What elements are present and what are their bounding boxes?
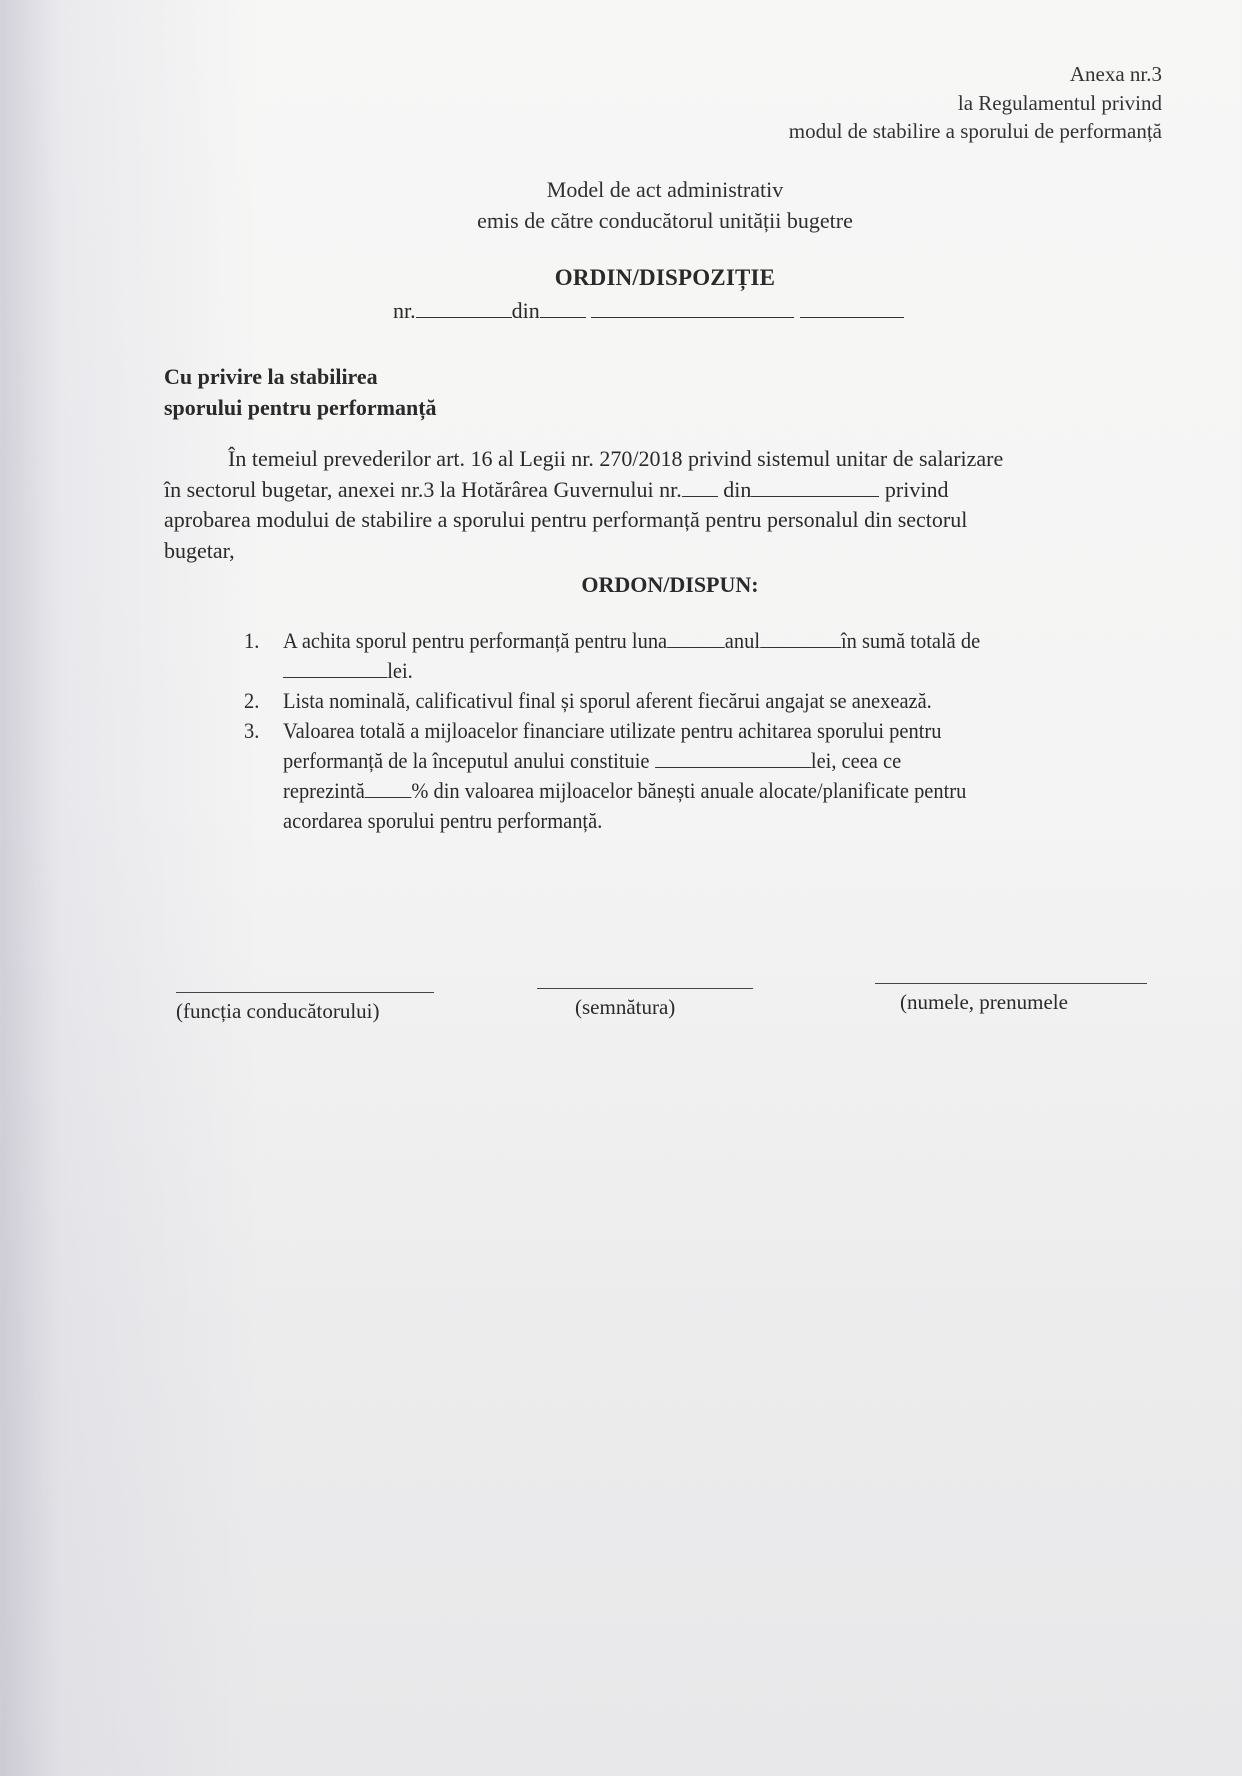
item-1-text-d: lei. xyxy=(387,658,413,683)
order-heading: ORDON/DISPUN: xyxy=(581,572,759,597)
model-line-2: emis de către conducătorul unității bugetre xyxy=(477,208,853,233)
name-line[interactable] xyxy=(875,983,1147,984)
signature-line[interactable] xyxy=(537,988,753,989)
year-blank[interactable] xyxy=(760,629,841,648)
preamble-line-3: aprobarea modului de stabilire a sporului pentru performanță pentru personalul din sectorul xyxy=(164,507,968,532)
nr-label: nr. xyxy=(393,298,416,323)
annex-regulation: la Regulamentul privind xyxy=(957,90,1162,115)
order-items-list xyxy=(244,626,1100,836)
year-blank[interactable] xyxy=(800,299,904,318)
name-label: (numele, prenumele xyxy=(900,990,1068,1014)
month-blank[interactable] xyxy=(591,299,794,318)
annex-number: Anexa nr.3 xyxy=(1069,62,1162,86)
hg-number-blank[interactable] xyxy=(682,478,718,497)
total-amount-blank[interactable] xyxy=(655,749,811,768)
item-3-text-3b: % din valoarea mijloacelor bănești anuale alocate/planificate pentru xyxy=(411,778,967,803)
item-3-text-3a: reprezintă xyxy=(283,778,365,803)
number-date-line xyxy=(393,298,904,324)
item-3-text-2a: performanță de la începutul anului constituie xyxy=(283,748,655,773)
item-1-text-c: în sumă totală de xyxy=(840,628,981,653)
item-1-text-b: anul xyxy=(724,628,761,653)
document-title: ORDIN/DISPOZIȚIE xyxy=(554,265,776,290)
subject-line-1: Cu privire la stabilirea xyxy=(164,364,378,389)
preamble-line-4: bugetar, xyxy=(164,537,235,563)
preamble-line-2c: privind xyxy=(879,476,949,502)
item-3-text-4: acordarea sporului pentru performanță. xyxy=(283,808,603,833)
percent-blank[interactable] xyxy=(365,779,412,798)
list-item xyxy=(244,626,1100,686)
list-item xyxy=(244,686,1100,716)
month-blank[interactable] xyxy=(667,629,725,648)
item-number: 2. xyxy=(244,688,260,713)
item-3-text-2b: lei, ceea ce xyxy=(810,748,902,773)
signature-function xyxy=(176,992,434,1024)
din-label: din xyxy=(511,298,540,323)
signature-label: (semnătura) xyxy=(575,995,676,1019)
item-1-text-a: A achita sporul pentru performanță pentru luna xyxy=(283,628,668,653)
signature-sign xyxy=(537,988,753,1020)
model-heading xyxy=(0,174,1242,236)
signature-name xyxy=(875,983,1147,1015)
list-item xyxy=(244,716,1100,836)
function-line[interactable] xyxy=(176,992,434,993)
annex-subject: modul de stabilire a sporului de performanță xyxy=(788,119,1162,143)
item-number: 3. xyxy=(244,718,260,743)
preamble-line-1: În temeiul prevederilor art. 16 al Legii nr. 270/2018 privind sistemul unitar de salarizare xyxy=(228,446,1004,471)
preamble-paragraph xyxy=(164,444,1154,566)
item-2-text: Lista nominală, calificativul final și sporul aferent fiecărui angajat se anexează. xyxy=(283,688,932,713)
amount-blank[interactable] xyxy=(283,659,387,678)
preamble-line-2b: din xyxy=(717,476,752,502)
day-blank[interactable] xyxy=(540,299,586,318)
model-line-1: Model de act administrativ xyxy=(546,177,784,202)
function-label: (funcția conducătorului) xyxy=(176,999,380,1023)
preamble-line-2a: în sectorul bugetar, anexei nr.3 la Hotărârea Guvernului nr. xyxy=(164,476,682,502)
item-number: 1. xyxy=(244,628,260,653)
subject-heading xyxy=(164,361,437,423)
hg-date-blank[interactable] xyxy=(751,478,879,497)
subject-line-2: sporului pentru performanță xyxy=(164,395,437,420)
nr-blank[interactable] xyxy=(416,299,512,318)
annex-header xyxy=(789,60,1162,146)
item-3-text-1: Valoarea totală a mijloacelor financiare utilizate pentru achitarea sporului pentru xyxy=(283,718,942,743)
